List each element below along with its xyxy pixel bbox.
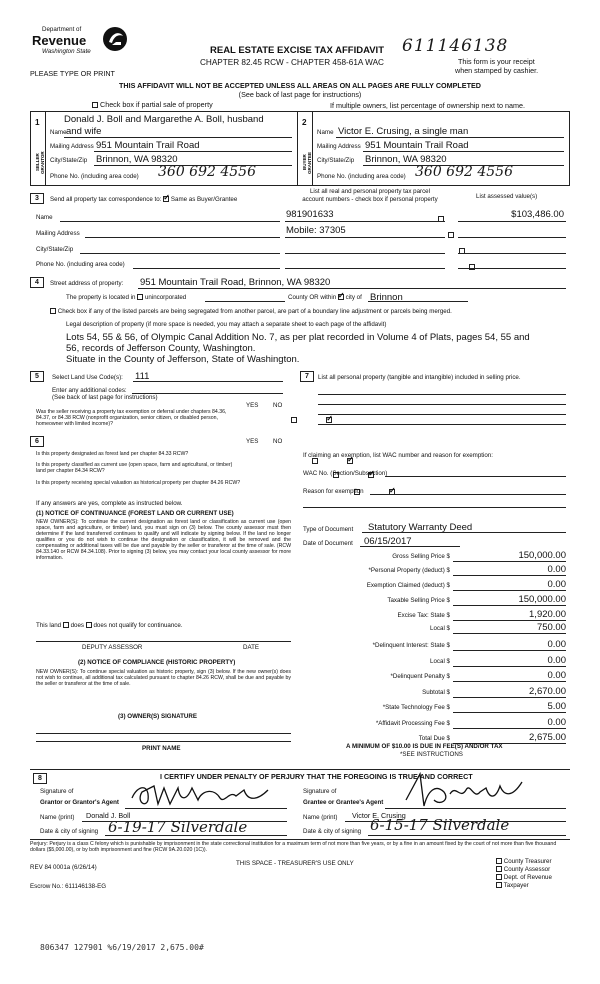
sec8-bottom-line: [30, 839, 570, 840]
dor-logo: [30, 26, 132, 70]
grantor-sig-label: Signature of: [40, 788, 74, 795]
certify: I CERTIFY UNDER PENALTY OF PERJURY THAT THE FOREGOING IS TRUE AND CORRECT: [160, 772, 473, 781]
grantor-sig-line: [125, 808, 287, 809]
tax-label: Taxable Selling Price $: [387, 597, 450, 604]
city-checkbox[interactable]: [338, 294, 344, 300]
see-instructions: *SEE INSTRUCTIONS: [400, 751, 463, 758]
s3-phone-line: [133, 268, 280, 269]
grantee-name[interactable]: Victor E. Crusing: [352, 811, 406, 820]
seller-phone-label: Phone No. (including area code): [50, 173, 139, 180]
seller-name-underline: [64, 137, 292, 138]
dist-label: Dept. of Revenue: [503, 874, 552, 881]
doc-date-line: [360, 546, 460, 547]
print-name: PRINT NAME: [142, 745, 181, 752]
tax-row: [303, 701, 566, 717]
s6-no: NO: [273, 438, 283, 445]
tax-label: Gross Selling Price $: [392, 553, 450, 560]
located-label: The property is located in: [66, 294, 136, 301]
wa-state: Washington State: [42, 48, 91, 55]
dist-label: Taxpayer: [503, 882, 529, 889]
seller-name-line1[interactable]: Donald J. Boll and Margarethe A. Boll, husband: [64, 114, 264, 125]
tax-label: *State Technology Fee $: [382, 704, 450, 711]
parcel-header1: List all real and personal property tax parcel: [309, 188, 431, 195]
doc-type[interactable]: Statutory Warranty Deed: [368, 522, 473, 533]
legal-label: Legal description of property (if more space is needed, you may attach a separate sheet to each page of the affidavit): [66, 321, 387, 328]
perjury: Perjury: Perjury is a class C felony which is punishable by imprisonment in the state correctional institution for a maximum term of not more than five years, or by a fine in an amount fixed by the court of not more than five thousand dollars ($5,000.00), or by both imprisonment and fine (RCW 9A.20.020 (1C)).: [30, 841, 557, 853]
dist-checkbox[interactable]: [496, 874, 502, 880]
owner-sig: (3) OWNER(S) SIGNATURE: [118, 713, 197, 720]
q3: Is this property receiving special valuation as historical property per chapter 84.26 RCW?: [36, 480, 241, 486]
tax-value[interactable]: 0.00: [453, 639, 566, 651]
buyer-num-col: [312, 111, 313, 186]
this-land-label: This land: [36, 622, 62, 629]
dist-label: County Treasurer: [503, 858, 552, 865]
tax-row: [303, 655, 566, 670]
tax-row: [303, 609, 566, 622]
additional1: Enter any additional codes:: [52, 387, 127, 394]
buyer-city-label: City/State/Zip: [317, 157, 355, 164]
grantor-name[interactable]: Donald J. Boll: [86, 811, 131, 820]
buyer-side-label: BUYER GRANTEE: [302, 151, 312, 174]
owner-sig-line: [36, 733, 291, 734]
tax-label: Exemption Claimed (deduct) $: [366, 582, 450, 589]
land-use-label: Select Land Use Code(s):: [52, 374, 123, 381]
please-type: PLEASE TYPE OR PRINT: [30, 69, 115, 78]
treasurer-use: THIS SPACE - TREASURER'S USE ONLY: [236, 860, 354, 867]
sec7-num: 7: [300, 371, 314, 382]
buyer-name[interactable]: Victor E. Crusing, a single man: [338, 126, 469, 137]
tax-value[interactable]: 1,920.00: [453, 609, 566, 621]
dist-item: [496, 882, 552, 890]
minimum: A MINIMUM OF $10.00 IS DUE IN FEE(S) AND/OR TAX: [346, 743, 503, 750]
buyer-phone-label: Phone No. (including area code): [317, 173, 406, 180]
legal-line3[interactable]: Situate in the County of Jefferson, State of Washington.: [66, 354, 300, 365]
escrow: Escrow No.: 611146138-EG: [30, 883, 107, 890]
assessed4-line: [458, 268, 566, 269]
s3-mailing-label: Mailing Address: [36, 230, 80, 237]
warning: THIS AFFIDAVIT WILL NOT BE ACCEPTED UNLESS ALL AREAS ON ALL PAGES ARE FULLY COMPLETED: [119, 81, 481, 90]
street[interactable]: 951 Mountain Trail Road, Brinnon, WA 98320: [140, 277, 331, 288]
partial-sale-label: Check box if partial sale of property: [100, 100, 213, 109]
tax-label: *Personal Property (deduct) $: [368, 567, 450, 574]
buyer-city[interactable]: Brinnon, WA 98320: [365, 154, 447, 165]
located: [66, 294, 186, 301]
parcel2[interactable]: Mobile: 37305: [286, 225, 346, 236]
legal-line1[interactable]: Lots 54, 55 & 56, of Olympic Canal Addition No. 7, as per plat recorded in Volume 4 of Plats, pages 54, 55 and: [66, 332, 530, 343]
handwritten-number: 611146138: [402, 36, 509, 56]
county-line: [205, 301, 285, 302]
seller-city[interactable]: Brinnon, WA 98320: [96, 154, 178, 165]
parcel2-line: [285, 237, 445, 238]
county-within: [288, 294, 362, 301]
seller-mailing-label: Mailing Address: [50, 143, 94, 150]
city-of-label: city of: [345, 294, 362, 301]
buyer-mailing-underline: [363, 151, 564, 152]
street-underline: [138, 288, 566, 289]
deputy: DEPUTY ASSESSOR: [82, 644, 143, 651]
street-label: Street address of property:: [50, 280, 124, 287]
notice2-title: (2) NOTICE OF COMPLIANCE (HISTORIC PROPERTY): [78, 659, 236, 666]
see-back: (See back of last page for instructions): [238, 90, 362, 99]
sec1-num: 1: [35, 118, 40, 127]
grantor-signature: [128, 780, 278, 810]
tax-row: [303, 670, 566, 686]
tax-label: Total Due $: [418, 735, 450, 742]
wac-label: WAC No. (Section/Subsection): [303, 470, 388, 477]
q1: Is this property designated as forest land per chapter 84.33 RCW?: [36, 451, 189, 457]
tax-value[interactable]: 750.00: [453, 622, 566, 634]
tax-value[interactable]: 0.00: [453, 670, 566, 682]
dist-item: [496, 866, 552, 874]
grantor-name-label: Name (print): [40, 814, 75, 821]
partial-sale-checkbox[interactable]: [92, 102, 98, 108]
buyer-mailing[interactable]: 951 Mountain Trail Road: [365, 140, 469, 151]
assessed2-line: [458, 237, 566, 238]
parcel1[interactable]: 981901633: [286, 209, 334, 220]
tax-label: Local $: [430, 658, 450, 665]
personal-line4: [318, 424, 566, 425]
dist-checkbox[interactable]: [496, 882, 502, 888]
tax-row: [303, 717, 566, 732]
send-label-text: Send all property tax correspondence to:: [50, 196, 162, 203]
seller-mailing-underline: [94, 151, 292, 152]
tax-label: Subtotal $: [422, 689, 450, 696]
parcel-header2: account numbers - check box if personal property: [302, 196, 438, 203]
sec8-num: 8: [33, 773, 47, 784]
tax-row: [303, 579, 566, 594]
same-as-label: Same as Buyer/Grantee: [170, 196, 238, 203]
county-label: County OR within: [288, 294, 337, 301]
tax-label: Local $: [430, 625, 450, 632]
exemption-q: Was the seller receiving a property tax exemption or deferral under chapters 84.36, 84.37, or 84.38 RCW (nonprofit organization, senior citizen, or disabled person, homeowner with limited income)?: [36, 409, 227, 427]
assessed-header: List assessed value(s): [476, 193, 538, 200]
dist-item: [496, 874, 552, 882]
tax-label: *Delinquent Interest: State $: [372, 642, 450, 649]
buyer-name-underline: [336, 137, 564, 138]
unincorporated-checkbox[interactable]: [137, 294, 143, 300]
dept-of: Department of: [42, 26, 82, 33]
tax-value[interactable]: 150,000.00: [453, 594, 566, 606]
personal-line3: [318, 414, 566, 415]
tax-value[interactable]: 150,000.00: [453, 550, 566, 562]
doc-date-label: Date of Document: [303, 540, 353, 547]
cashier-stamp: 806347 127901 %6/19/2017 2,675.00#: [40, 943, 204, 952]
same-as-checkbox[interactable]: [163, 196, 169, 202]
partial-sale: [92, 101, 213, 110]
tax-value[interactable]: 0.00: [453, 579, 566, 591]
s5-yes: YES: [246, 402, 259, 409]
tax-row: [303, 686, 566, 701]
sec4-num: 4: [30, 277, 44, 288]
seller-num-col: [45, 111, 46, 186]
tax-row: [303, 622, 566, 639]
grantee-sig-line: [385, 808, 566, 809]
tax-label: *Affidavit Processing Fee $: [375, 720, 450, 727]
unincorporated-label: unincorporated: [144, 294, 187, 301]
segregated-label: Check box if any of the listed parcels are being segregated from another parcel, are part of a boundary line adjustment or parcels being merged.: [57, 308, 452, 315]
tax-table: [303, 550, 566, 747]
wac-intro: If claiming an exemption, list WAC number and reason for exemption:: [303, 452, 493, 459]
segregated-checkbox[interactable]: [50, 308, 56, 314]
grantor-agent: Grantor or Grantor's Agent: [40, 799, 119, 806]
reason-label: Reason for exemption: [303, 488, 364, 495]
grantee-date[interactable]: 6-15-17 Silverdale: [370, 816, 510, 834]
sec2-num: 2: [302, 118, 307, 127]
s3-mailing-line: [85, 237, 280, 238]
tax-value[interactable]: 2,670.00: [453, 686, 566, 698]
reason-line1: [370, 494, 566, 495]
parcel1-line: [285, 221, 445, 222]
tax-label: *Delinquent Penalty $: [390, 673, 450, 680]
s6-yes: YES: [246, 438, 259, 445]
parcel3-line: [285, 253, 445, 254]
receipt-line1: This form is your receipt: [458, 57, 535, 66]
tax-value[interactable]: 5.00: [453, 701, 566, 713]
reason-line2: [303, 507, 566, 508]
personal-label: List all personal property (tangible and intangible) included in selling price.: [318, 374, 521, 381]
city-line: [368, 301, 468, 302]
seller-name-label: Name: [50, 129, 67, 136]
assessed1[interactable]: $103,486.00: [511, 209, 564, 220]
deputy-date: DATE: [243, 644, 260, 651]
this-land: [36, 622, 183, 629]
assessed3-line: [458, 253, 566, 254]
grantor-date[interactable]: 6-19-17 Silverdale: [108, 818, 248, 836]
tax-row: [303, 594, 566, 609]
dist-item: [496, 858, 552, 866]
grantee-date-label: Date & city of signing: [303, 828, 362, 835]
personal-line1: [318, 394, 566, 395]
dor-emblem-icon: [102, 26, 128, 52]
s3-phone-label: Phone No. (including area code): [36, 261, 125, 268]
notice1-text: NEW OWNER(S): To continue the current designation as forest land or classification as current use (open space, farm and agriculture, or timber) land, you must sign on (3) below. The county assessor must then determine if the land transferred continues to qualify and will indicate by signing below. If the land no longer qualifies or you do not wish to continue the designation or classification, it will be removed and the compensating or additional taxes will be due and payable by the seller or transferor at the time of sale. (RCW 84.33.140 or RCW 84.34.108). Prior to signing (3) below, you may contact your local county assessor for more information.: [36, 519, 291, 561]
form-title: REAL ESTATE EXCISE TAX AFFIDAVIT: [210, 45, 385, 56]
s5-yes-checkbox[interactable]: [291, 417, 297, 423]
grantee-date-line: [368, 835, 566, 836]
grantor-date-label: Date & city of signing: [40, 828, 99, 835]
city-value[interactable]: Brinnon: [370, 292, 403, 303]
seller-phone[interactable]: 360 692 4556: [158, 164, 256, 180]
s5-no: NO: [273, 402, 283, 409]
q2: Is this property classified as current use (open space, farm and agricultural, or timber) land per chapter 84.34 RCW?: [36, 462, 233, 474]
notice1-title: (1) NOTICE OF CONTINUANCE (FOREST LAND OR CURRENT USE): [36, 510, 234, 517]
seller-name-line2[interactable]: and wife: [66, 126, 102, 137]
buyer-name-label: Name: [317, 129, 334, 136]
seller-city-label: City/State/Zip: [50, 157, 88, 164]
tax-value[interactable]: 2,675.00: [453, 732, 566, 744]
additional2: (See back of last page for instructions): [52, 394, 158, 401]
grantee-name-label: Name (print): [303, 814, 338, 821]
s3-city-label: City/State/Zip: [36, 246, 74, 253]
s3-name-label: Name: [36, 214, 53, 221]
seller-side-label: SELLER GRANTOR: [35, 151, 45, 174]
doc-type-label: Type of Document: [303, 526, 354, 533]
segregated: [50, 308, 570, 315]
tax-row: [303, 564, 566, 579]
tax-label: Excise Tax: State $: [397, 612, 450, 619]
tax-value[interactable]: 0.00: [453, 655, 566, 667]
s5-no-checkbox[interactable]: [326, 417, 332, 423]
form-subtitle: CHAPTER 82.45 RCW - CHAPTER 458-61A WAC: [200, 58, 384, 67]
land-use-line: [133, 381, 283, 382]
notice2-text: NEW OWNER(S): To continue special valuation as historic property, sign (3) below. If the new owner(s) does not wish to continue, all additional tax calculated pursuant to chapter 84.26 RCW, shall be due and payable by the seller or transferor at the time of sale.: [36, 669, 291, 687]
sec6-num: 6: [30, 436, 44, 447]
send-label: [50, 196, 237, 203]
dist-checkbox[interactable]: [496, 866, 502, 872]
does-not-label: does not qualify for continuance.: [93, 622, 183, 629]
parties-divider: [297, 111, 298, 186]
tax-row: [303, 639, 566, 655]
distribution-list: [496, 858, 552, 890]
dist-label: County Assessor: [503, 866, 551, 873]
deputy-line: [36, 641, 291, 642]
s3-name-line: [60, 221, 280, 222]
tax-value[interactable]: 0.00: [453, 717, 566, 729]
buyer-phone[interactable]: 360 692 4556: [415, 164, 513, 180]
sec5-num: 5: [30, 371, 44, 382]
wac-line: [385, 476, 566, 477]
grantee-signature: [400, 770, 530, 812]
tax-value[interactable]: 0.00: [453, 564, 566, 576]
does-not-checkbox[interactable]: [86, 622, 92, 628]
doc-type-line: [362, 532, 566, 533]
personal-line2: [318, 404, 566, 405]
multiple-owners: If multiple owners, list percentage of ownership next to name.: [330, 101, 525, 110]
grantee-agent: Grantee or Grantee's Agent: [303, 799, 384, 806]
does-checkbox[interactable]: [63, 622, 69, 628]
tax-row: [303, 550, 566, 564]
dist-checkbox[interactable]: [496, 858, 502, 864]
seller-mailing[interactable]: 951 Mountain Trail Road: [96, 140, 200, 151]
if-yes: If any answers are yes, complete as instructed below.: [36, 500, 183, 507]
doc-date[interactable]: 06/15/2017: [364, 536, 412, 547]
sec3-num: 3: [30, 193, 44, 204]
rev-number: REV 84 0001a (6/26/14): [30, 864, 97, 871]
legal-line2[interactable]: 56, records of Jefferson County, Washington.: [66, 343, 256, 354]
land-use[interactable]: 111: [135, 371, 150, 382]
assessed1-line: [458, 221, 566, 222]
grantor-date-line: [105, 835, 287, 836]
parcel2-checkbox[interactable]: [448, 232, 454, 238]
grantee-sig-label: Signature of: [303, 788, 337, 795]
revenue-word: Revenue: [32, 33, 87, 48]
s3-city-line: [80, 253, 280, 254]
print-name-line: [36, 741, 291, 742]
buyer-mailing-label: Mailing Address: [317, 143, 361, 150]
receipt-line2: when stamped by cashier.: [455, 66, 539, 75]
does-label: does: [70, 622, 84, 629]
parcel4-line: [285, 268, 445, 269]
